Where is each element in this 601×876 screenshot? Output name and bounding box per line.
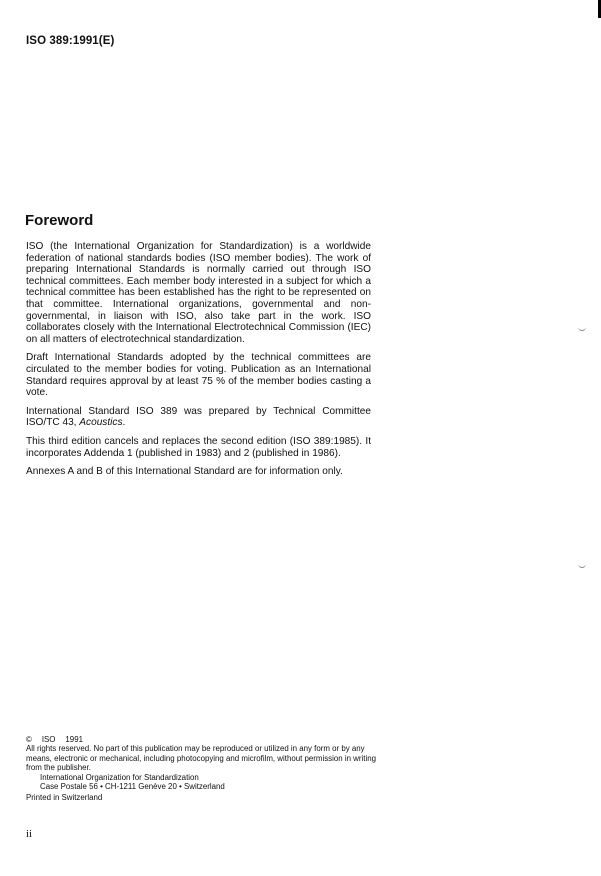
copyright-year: 1991 — [65, 735, 83, 744]
address-org: International Organization for Standardization — [40, 772, 199, 782]
document-id: ISO 389:1991(E) — [26, 35, 115, 47]
paragraph: Annexes A and B of this International Standard are for information only. — [26, 466, 343, 478]
prepared-by-text: International Standard ISO 389 was prepared by Technical Committee ISO/TC 43, — [26, 405, 371, 429]
copyright-symbol: © — [26, 735, 32, 744]
printed-in: Printed in Switzerland — [26, 793, 103, 803]
copyright-org: ISO — [41, 735, 56, 744]
committee-name: Acoustics — [79, 417, 123, 429]
paragraph: Draft International Standards adopted by the technical committees are circulated to the member bodies for voting. Publication as an International Standard requires approval by at least 75 % of the member bodies casting a vote. — [26, 352, 371, 399]
prepared-by-end: . — [122, 417, 126, 429]
paragraph: ISO (the International Organization for Standardization) is a worldwide federation of national standards bodies (ISO member bodies). The work of preparing International Standards is normally carried out through ISO technical committees. Each member body interested in a subject for which a technical committee has been established has the right to be represented on that committee. International organizations, governmental and non-governmental, in liaison with ISO, also take part in the work. ISO collaborates closely with the International Electrotechnical Commission (IEC) on all matters of electrotechnical standardization. — [26, 241, 371, 345]
margin-tick-mark — [578, 326, 586, 331]
copyright-line — [26, 735, 376, 744]
rights-notice: All rights reserved. No part of this publication may be reproduced or utilized in any form or by any means, electronic or mechanical, including photocopying and microfilm, without permission in writing from the publisher. — [26, 744, 376, 773]
paragraph: This third edition cancels and replaces the second edition (ISO 389:1985). It incorporates Addenda 1 (published in 1983) and 2 (published in 1986). — [26, 435, 371, 459]
address-line: Case Postale 56 • CH-1211 Genève 20 • Switzerland — [40, 782, 225, 792]
paragraph — [26, 406, 371, 429]
section-heading: Foreword — [25, 212, 94, 229]
foreword-body — [26, 241, 371, 485]
margin-tick-mark — [578, 563, 586, 568]
page-number: ii — [26, 828, 33, 840]
copyright-block — [26, 735, 376, 803]
